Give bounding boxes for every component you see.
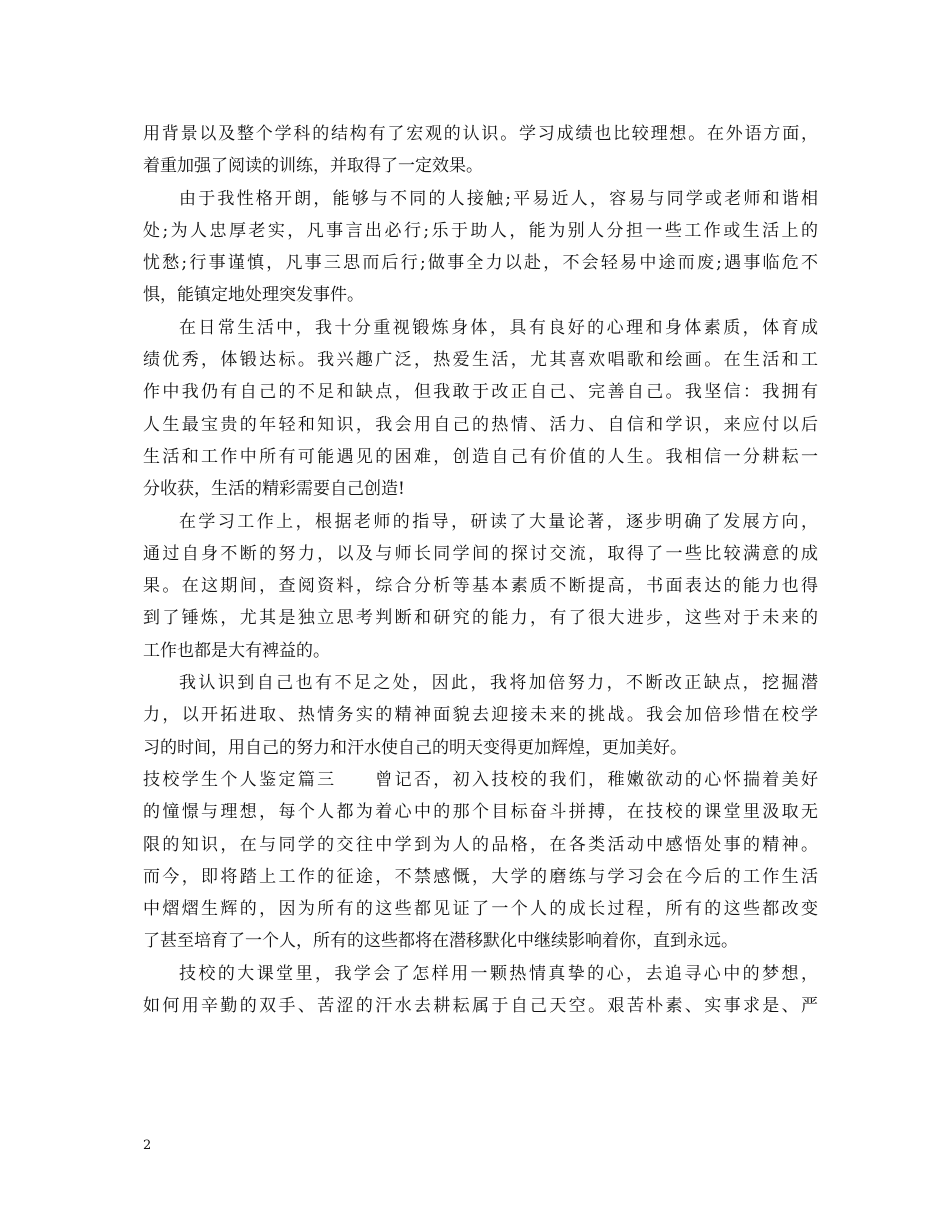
text-line: 由于我性格开朗，能够与不同的人接触;平易近人，容易与同学或老师和谐相 (179, 188, 818, 209)
text-line: 忧愁;行事谨慎，凡事三思而后行;做事全力以赴，不会轻易中途而废;遇事临危不 (143, 253, 818, 274)
text-line: 通过自身不断的努力，以及与师长同学间的探讨交流，取得了一些比较满意的成 (143, 543, 818, 564)
text-line: 作中我仍有自己的不足和缺点，但我敢于改正自己、完善自己。我坚信：我拥有 (143, 382, 818, 403)
text-line: 力，以开拓进取、热情务实的精神面貌去迎接未来的挑战。我会加倍珍惜在校学 (143, 705, 818, 726)
text-line: 用背景以及整个学科的结构有了宏观的认识。学习成绩也比较理想。在外语方面， (143, 124, 818, 144)
text-line: 到了锤炼，尤其是独立思考判断和研究的能力，有了很大进步，这些对于未来的 (143, 608, 818, 629)
text-line: 人生最宝贵的年轻和知识，我会用自己的热情、活力、自信和学识，来应付以后 (143, 414, 818, 435)
text-line: 着重加强了阅读的训练，并取得了一定效果。 (143, 156, 483, 177)
text-line: 在学习工作上，根据老师的指导，研读了大量论著，逐步明确了发展方向， (179, 511, 818, 532)
text-line: 而今，即将踏上工作的征途，不禁感慨，大学的磨练与学习会在今后的工作生活 (143, 866, 818, 887)
text-line: 限的知识，在与同学的交往中学到为人的品格，在各类活动中感悟处事的精神。 (143, 834, 818, 855)
text-line: 工作也都是大有裨益的。 (143, 640, 330, 661)
text-line: 在日常生活中，我十分重视锻炼身体，具有良好的心理和身体素质，体育成 (179, 317, 818, 338)
text-line: 技校学生个人鉴定篇三 曾记否，初入技校的我们，稚嫩欲动的心怀揣着美好 (143, 769, 818, 790)
document-body (143, 118, 818, 1022)
text-line: 中熠熠生辉的，因为所有的这些都见证了一个人的成长过程，所有的这些都改变 (143, 899, 818, 920)
text-line: 果。在这期间，查阅资料，综合分析等基本素质不断提高，书面表达的能力也得 (143, 576, 818, 597)
text-line: 我认识到自己也有不足之处，因此，我将加倍努力，不断改正缺点，挖掘潜 (179, 673, 818, 694)
text-line: 生活和工作中所有可能遇见的困难，创造自己有价值的人生。我相信一分耕耘一 (143, 446, 818, 467)
text-line: 绩优秀，体锻达标。我兴趣广泛，热爱生活，尤其喜欢唱歌和绘画。在生活和工 (143, 350, 818, 371)
text-line: 习的时间，用自己的努力和汗水使自己的明天变得更加辉煌，更加美好。 (143, 737, 687, 758)
text-line: 技校的大课堂里，我学会了怎样用一颗热情真挚的心，去追寻心中的梦想， (179, 963, 818, 984)
text-line: 了甚至培育了一个人，所有的这些都将在潜移默化中继续影响着你，直到永远。 (143, 931, 738, 952)
text-line: 处;为人忠厚老实，凡事言出必行;乐于助人，能为别人分担一些工作或生活上的 (143, 220, 818, 241)
text-line: 分收获，生活的精彩需要自己创造! (143, 479, 405, 500)
text-line: 惧，能镇定地处理突发事件。 (143, 285, 364, 306)
text-line: 的憧憬与理想，每个人都为着心中的那个目标奋斗拼搏，在技校的课堂里汲取无 (143, 802, 818, 823)
page-number: 2 (143, 1138, 152, 1153)
text-line: 如何用辛勤的双手、苦涩的汗水去耕耘属于自己天空。艰苦朴素、实事求是、严 (143, 996, 818, 1017)
